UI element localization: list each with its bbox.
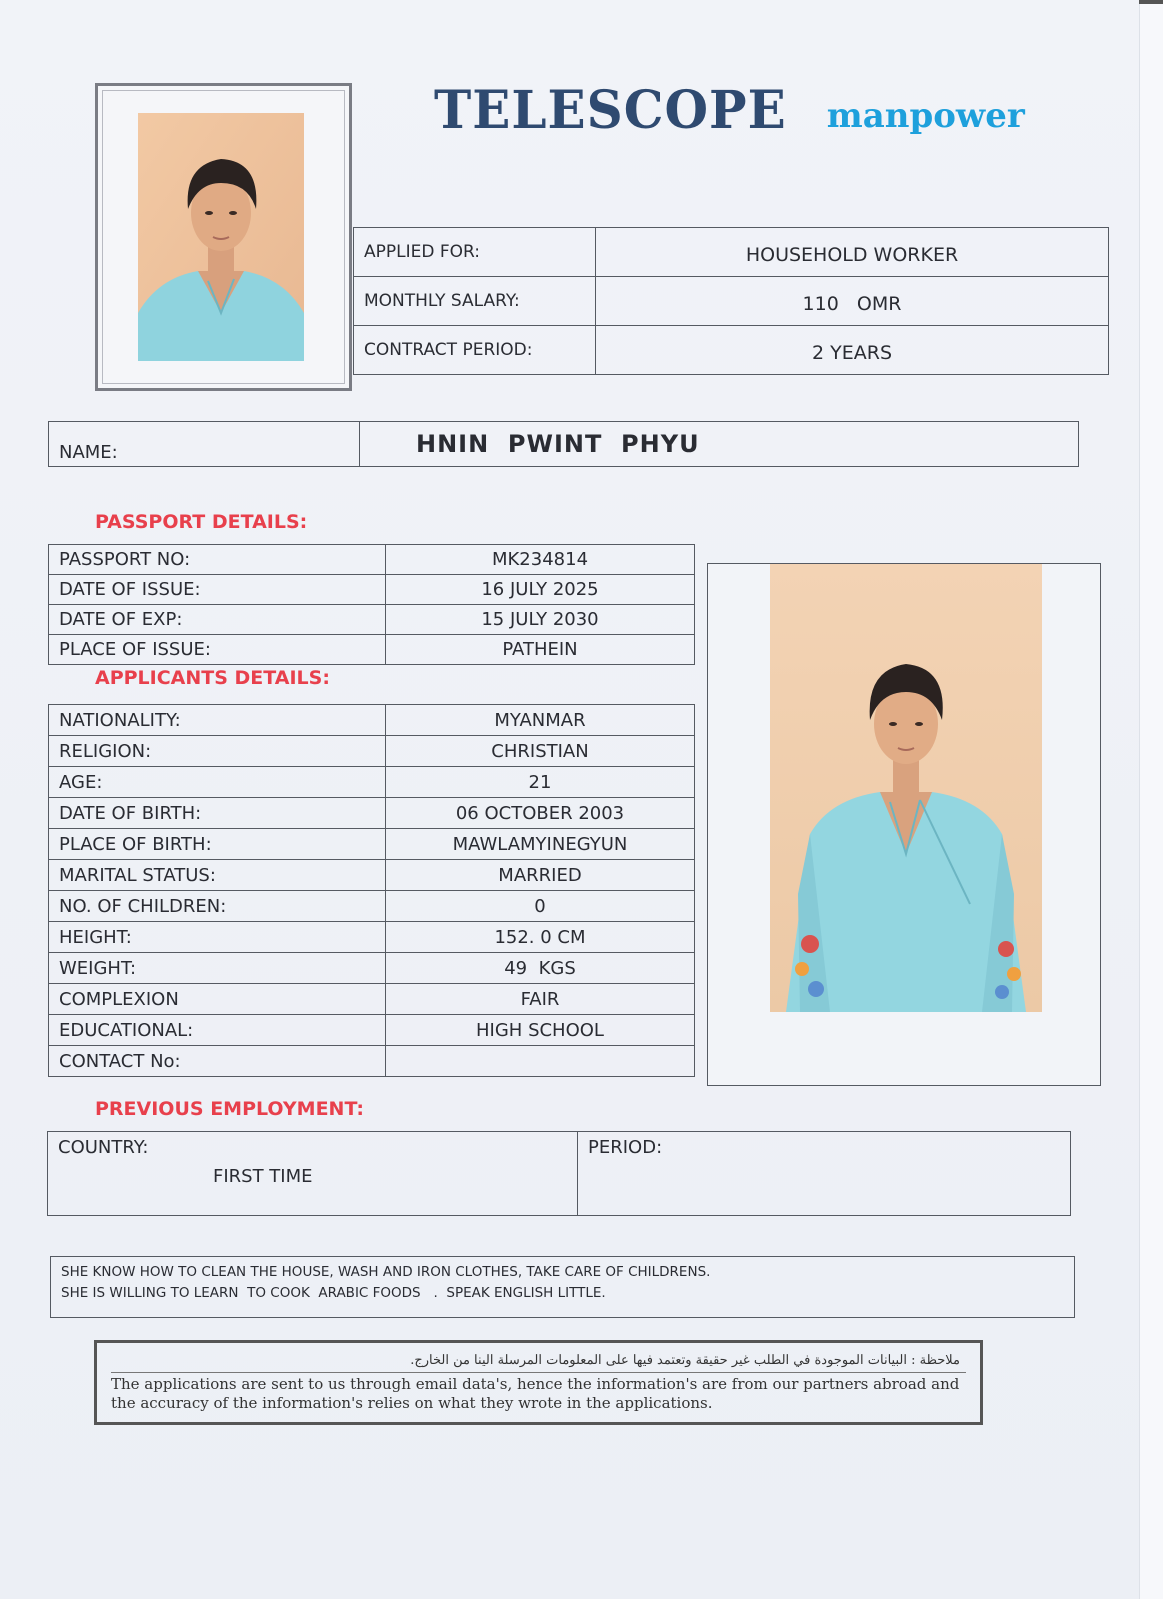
table-row xyxy=(49,829,695,860)
table-row xyxy=(49,635,695,665)
nationality-value: MYANMAR xyxy=(386,705,695,736)
scan-edge xyxy=(1139,0,1163,1599)
religion-label: RELIGION: xyxy=(49,736,386,767)
disclaimer-arabic: ملاحظة : البيانات الموجودة في الطلب غير حقيقة وتعتمد فيها على المعلومات المرسلة الينا من الخارج. xyxy=(111,1351,966,1373)
country-value: FIRST TIME xyxy=(213,1166,313,1187)
table-row xyxy=(49,605,695,635)
name-table xyxy=(48,421,1079,467)
table-row xyxy=(49,705,695,736)
skills-notes xyxy=(50,1256,1075,1318)
issue-date-label: DATE OF ISSUE: xyxy=(49,575,386,605)
education-value: HIGH SCHOOL xyxy=(386,1015,695,1046)
company-logo xyxy=(434,80,1025,140)
children-value: 0 xyxy=(386,891,695,922)
full-body-photo xyxy=(770,564,1042,1012)
table-row xyxy=(49,736,695,767)
expiry-date-label: DATE OF EXP: xyxy=(49,605,386,635)
marital-status-label: MARITAL STATUS: xyxy=(49,860,386,891)
table-row xyxy=(48,1132,1071,1216)
table-row xyxy=(49,984,695,1015)
table-row xyxy=(49,798,695,829)
religion-value: CHRISTIAN xyxy=(386,736,695,767)
complexion-label: COMPLEXION xyxy=(49,984,386,1015)
previous-employment-table xyxy=(47,1131,1071,1216)
note-line: SHE IS WILLING TO LEARN TO COOK ARABIC FOODS . SPEAK ENGLISH LITTLE. xyxy=(61,1285,606,1301)
previous-section-title: PREVIOUS EMPLOYMENT: xyxy=(95,1098,364,1120)
passport-table xyxy=(48,544,695,665)
expiry-date-value: 15 JULY 2030 xyxy=(386,605,695,635)
table-row xyxy=(49,575,695,605)
table-row xyxy=(49,1046,695,1077)
issue-date-value: 16 JULY 2025 xyxy=(386,575,695,605)
note-line: SHE KNOW HOW TO CLEAN THE HOUSE, WASH AND IRON CLOTHES, TAKE CARE OF CHILDRENS. xyxy=(61,1264,711,1280)
table-row xyxy=(354,326,1109,375)
country-label: COUNTRY: xyxy=(58,1137,149,1158)
passport-section-title: PASSPORT DETAILS: xyxy=(95,511,308,533)
passport-no-label: PASSPORT NO: xyxy=(49,545,386,575)
full-photo-frame xyxy=(707,563,1101,1086)
contact-value xyxy=(386,1046,695,1077)
contract-label: CONTRACT PERIOD: xyxy=(354,326,596,375)
salary-value: 110 OMR xyxy=(596,277,1109,326)
table-row xyxy=(49,891,695,922)
job-details-table xyxy=(353,227,1109,375)
applied-for-label: APPLIED FOR: xyxy=(354,228,596,277)
table-row xyxy=(354,277,1109,326)
complexion-value: FAIR xyxy=(386,984,695,1015)
contact-label: CONTACT No: xyxy=(49,1046,386,1077)
scan-edge-mark xyxy=(1139,0,1163,4)
table-row xyxy=(49,953,695,984)
education-label: EDUCATIONAL: xyxy=(49,1015,386,1046)
children-label: NO. OF CHILDREN: xyxy=(49,891,386,922)
table-row xyxy=(49,922,695,953)
logo-sub-text: manpower xyxy=(826,96,1025,136)
table-row xyxy=(49,767,695,798)
place-of-issue-label: PLACE OF ISSUE: xyxy=(49,635,386,665)
nationality-label: NATIONALITY: xyxy=(49,705,386,736)
period-label: PERIOD: xyxy=(588,1137,663,1158)
age-value: 21 xyxy=(386,767,695,798)
weight-label: WEIGHT: xyxy=(49,953,386,984)
passport-no-value: MK234814 xyxy=(386,545,695,575)
contract-value: 2 YEARS xyxy=(596,326,1109,375)
table-row xyxy=(49,860,695,891)
place-of-issue-value: PATHEIN xyxy=(386,635,695,665)
period-cell xyxy=(578,1132,1071,1216)
dob-label: DATE OF BIRTH: xyxy=(49,798,386,829)
table-row xyxy=(49,1015,695,1046)
age-label: AGE: xyxy=(49,767,386,798)
applicant-table xyxy=(48,704,695,1077)
name-value: HNIN PWINT PHYU xyxy=(360,422,1079,467)
table-row xyxy=(49,545,695,575)
height-value: 152. 0 CM xyxy=(386,922,695,953)
birthplace-value: MAWLAMYINEGYUN xyxy=(386,829,695,860)
table-row xyxy=(49,422,1079,467)
table-row xyxy=(354,228,1109,277)
disclaimer-english: The applications are sent to us through email data's, hence the information's are from our partners abroad and the accuracy of the information's relies on what they wrote in the applications. xyxy=(111,1375,960,1412)
marital-status-value: MARRIED xyxy=(386,860,695,891)
country-cell xyxy=(48,1132,578,1216)
headshot-photo xyxy=(138,113,304,361)
salary-label: MONTHLY SALARY: xyxy=(354,277,596,326)
applied-for-value: HOUSEHOLD WORKER xyxy=(596,228,1109,277)
birthplace-label: PLACE OF BIRTH: xyxy=(49,829,386,860)
disclaimer-box xyxy=(94,1340,983,1425)
logo-main-text: TELESCOPE xyxy=(434,78,787,141)
height-label: HEIGHT: xyxy=(49,922,386,953)
headshot-frame xyxy=(95,83,352,391)
dob-value: 06 OCTOBER 2003 xyxy=(386,798,695,829)
weight-value: 49 KGS xyxy=(386,953,695,984)
applicant-section-title: APPLICANTS DETAILS: xyxy=(95,667,330,689)
name-label: NAME: xyxy=(49,422,360,467)
